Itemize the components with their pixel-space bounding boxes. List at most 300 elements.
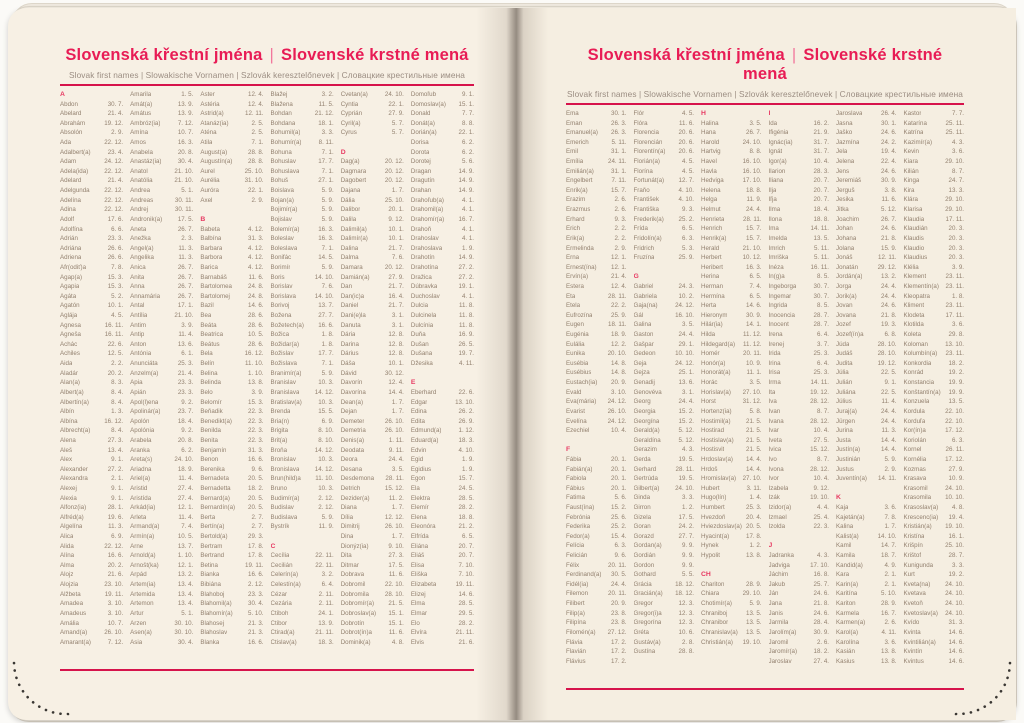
name-day-date: 15. 1. bbox=[458, 100, 475, 108]
name-day-date: 5. 6. bbox=[461, 158, 475, 166]
first-name: Chraniboj bbox=[701, 609, 728, 617]
first-name: Brenda bbox=[270, 408, 291, 416]
first-name: Klotilda bbox=[903, 321, 924, 329]
first-name: Hynek bbox=[701, 542, 719, 550]
name-row bbox=[200, 322, 263, 332]
name-day-date: 20. 2. bbox=[107, 561, 124, 569]
name-day-date: 3. 1. bbox=[681, 388, 694, 396]
name-day-date: 16. 3. bbox=[318, 225, 334, 233]
name-row bbox=[904, 177, 965, 187]
name-row bbox=[341, 226, 404, 236]
first-name: Konstancia bbox=[903, 379, 935, 387]
first-name: Klaudia bbox=[903, 215, 925, 223]
first-name: Eulália bbox=[566, 340, 585, 348]
name-row bbox=[769, 437, 830, 447]
first-name: Ján bbox=[768, 590, 779, 598]
name-row bbox=[769, 600, 830, 610]
name-row bbox=[271, 129, 334, 139]
name-day-date: 11. 3. bbox=[108, 523, 124, 531]
name-row bbox=[200, 341, 263, 351]
name-row bbox=[904, 312, 965, 322]
name-day-date: 21. 11. bbox=[315, 629, 334, 637]
name-row bbox=[701, 485, 762, 495]
name-day-date: 16. 10. bbox=[742, 167, 762, 175]
name-row bbox=[701, 456, 762, 466]
first-name: Adam bbox=[60, 158, 77, 166]
name-day-date: 15. 1. bbox=[388, 609, 404, 617]
name-row bbox=[701, 177, 762, 187]
name-row bbox=[130, 495, 193, 505]
name-day-date: 10. 3. bbox=[318, 398, 334, 406]
name-day-date: 9. 11. bbox=[388, 446, 404, 454]
name-row bbox=[701, 466, 762, 476]
name-day-date: 26. 10. bbox=[384, 417, 404, 425]
name-row bbox=[411, 274, 474, 284]
name-row bbox=[701, 494, 762, 504]
name-day-date: 16. 1. bbox=[948, 532, 964, 540]
name-row bbox=[701, 360, 762, 370]
spacer-row bbox=[566, 437, 627, 447]
first-name: Gerda bbox=[633, 455, 651, 463]
name-day-date: 18. 7. bbox=[881, 552, 897, 560]
name-day-date: 9. 10. bbox=[388, 542, 404, 550]
first-name: Amarila bbox=[130, 91, 152, 98]
first-name: Krasava bbox=[903, 475, 927, 483]
name-day-date: 28. 11. bbox=[385, 475, 404, 483]
name-row bbox=[904, 427, 965, 437]
first-name: Hostisvit bbox=[701, 446, 725, 454]
first-name: Krištof bbox=[903, 552, 922, 560]
name-day-date: 15. 12. bbox=[810, 446, 829, 454]
name-day-date: 3. 6. bbox=[951, 321, 964, 329]
first-name: Adelard bbox=[60, 177, 82, 185]
name-day-date: 16. 6. bbox=[318, 321, 334, 329]
name-row bbox=[701, 523, 762, 533]
name-row bbox=[130, 101, 193, 111]
first-name: Adina bbox=[60, 206, 76, 214]
name-day-date: 3. 11. bbox=[746, 484, 762, 492]
first-name: Kalina bbox=[836, 523, 854, 531]
name-day-date: 21. 5. bbox=[746, 427, 762, 435]
name-day-date: 3. 9. bbox=[951, 263, 964, 271]
name-row bbox=[836, 514, 897, 524]
first-name: Julián bbox=[836, 379, 853, 387]
name-row bbox=[836, 629, 897, 639]
name-day-date: 13. 5. bbox=[746, 609, 762, 617]
name-row bbox=[60, 283, 123, 293]
first-name: Justus bbox=[836, 465, 854, 473]
page-subtitle: Slovak first names | Slowakische Vornamen | Szlovák keresztelőnevek | Словацкие крестильные имена bbox=[567, 89, 963, 99]
first-name: Chranislav(a) bbox=[701, 628, 738, 636]
name-day-date: 31. 1. bbox=[611, 148, 627, 156]
name-day-date: 29. 8. bbox=[948, 331, 964, 339]
name-row bbox=[200, 475, 263, 485]
first-name: Gaja(na) bbox=[633, 302, 658, 310]
first-name: Bohdan bbox=[270, 110, 292, 118]
first-name: Artur bbox=[130, 609, 144, 617]
first-name: Kurt bbox=[903, 571, 915, 579]
name-day-date: 30. 9. bbox=[813, 628, 829, 636]
name-day-date: 26. 6. bbox=[107, 244, 124, 252]
name-day-date: 14. 10. bbox=[877, 532, 897, 540]
name-row bbox=[341, 350, 404, 360]
section-letter: D bbox=[340, 148, 346, 156]
name-day-date: 17. 12. bbox=[945, 427, 964, 435]
name-day-date: 26. 7. bbox=[177, 273, 194, 281]
name-day-date: 3. 6. bbox=[884, 503, 897, 511]
name-row bbox=[634, 139, 695, 149]
name-row bbox=[769, 293, 830, 303]
name-day-date: 4. 3. bbox=[816, 552, 829, 560]
first-name: Elfrída bbox=[410, 533, 429, 541]
name-row bbox=[836, 158, 897, 168]
name-row bbox=[130, 139, 193, 149]
name-day-date: 24. 5. bbox=[458, 484, 475, 492]
first-name: Bibiána bbox=[200, 581, 221, 589]
name-row bbox=[566, 523, 627, 533]
first-name: Apia bbox=[130, 379, 143, 387]
name-day-date: 23. 4. bbox=[107, 148, 124, 156]
name-row bbox=[566, 331, 627, 341]
name-day-date: 11. 6. bbox=[248, 273, 264, 281]
first-name: Barbora bbox=[200, 254, 223, 262]
first-name: Boislava bbox=[270, 187, 294, 195]
first-name: Albína bbox=[60, 417, 78, 425]
name-day-date: 28. 4. bbox=[813, 619, 829, 627]
name-row bbox=[634, 302, 695, 312]
name-row bbox=[836, 523, 897, 533]
name-row bbox=[566, 456, 627, 466]
name-row bbox=[701, 610, 762, 620]
first-name: Adolfína bbox=[60, 225, 83, 233]
name-day-date: 2. 6. bbox=[816, 638, 829, 646]
first-name: Emil bbox=[566, 148, 579, 156]
name-columns bbox=[60, 91, 474, 663]
name-day-date: 1. 9. bbox=[461, 456, 475, 464]
first-name: Jens bbox=[836, 167, 850, 175]
name-day-date: 9. 1. bbox=[111, 484, 124, 492]
first-name: Johan bbox=[836, 225, 853, 233]
name-row bbox=[566, 369, 627, 379]
first-name: Izidor(a) bbox=[768, 503, 792, 511]
name-row bbox=[836, 369, 897, 379]
name-day-date: 22. 3. bbox=[248, 408, 264, 416]
name-day-date: 3. 9. bbox=[181, 321, 194, 329]
name-row bbox=[566, 273, 627, 283]
first-name: Brit(a) bbox=[270, 436, 288, 444]
name-day-date: 18. 11. bbox=[608, 321, 627, 329]
first-name: Bernard(a) bbox=[200, 494, 230, 502]
name-row bbox=[341, 447, 404, 457]
name-day-date: 28. 1. bbox=[107, 504, 124, 512]
name-day-date: 8. 7. bbox=[951, 167, 964, 175]
first-name: Eberhard bbox=[410, 388, 437, 396]
name-day-date: 23. 7. bbox=[177, 408, 194, 416]
first-name: Fedor(a) bbox=[566, 532, 590, 540]
name-row bbox=[566, 542, 627, 552]
name-row bbox=[130, 562, 193, 572]
name-day-date: 16. 7. bbox=[881, 609, 897, 617]
name-day-date: 6. 2. bbox=[461, 139, 475, 147]
name-row bbox=[634, 360, 695, 370]
name-day-date: 28. 8. bbox=[248, 158, 264, 166]
name-row bbox=[130, 533, 193, 543]
name-row bbox=[701, 254, 762, 264]
name-day-date: 2. 1. bbox=[884, 571, 897, 579]
name-day-date: 11. 8. bbox=[459, 312, 475, 320]
name-row bbox=[130, 235, 193, 245]
name-day-date: 14. 6. bbox=[746, 302, 762, 310]
name-day-date: 1. 11. bbox=[388, 436, 404, 444]
name-row bbox=[701, 418, 762, 428]
name-day-date: 27. 2. bbox=[458, 273, 475, 281]
first-name: Amína bbox=[130, 129, 149, 137]
name-day-date: 19. 12. bbox=[877, 359, 897, 367]
name-day-date: 5. 12. bbox=[678, 427, 694, 435]
first-name: Klodeta bbox=[903, 311, 925, 319]
name-row bbox=[769, 177, 830, 187]
name-row bbox=[904, 120, 965, 130]
name-row bbox=[566, 475, 627, 485]
name-row bbox=[769, 389, 830, 399]
name-row bbox=[341, 110, 404, 120]
name-row bbox=[566, 639, 627, 649]
first-name: Boleslava bbox=[270, 244, 298, 252]
name-day-date: 6. 4. bbox=[816, 331, 829, 339]
name-row bbox=[200, 533, 263, 543]
first-name: Anita bbox=[130, 273, 145, 281]
name-row bbox=[769, 273, 830, 283]
name-row bbox=[341, 264, 404, 274]
page-title-slovak: Slovenské krstné mená bbox=[281, 46, 469, 64]
name-day-date: 28. 6. bbox=[248, 340, 264, 348]
first-name: Gaston bbox=[633, 331, 654, 339]
first-name: Amát(a) bbox=[130, 100, 153, 108]
name-day-date: 23. 3. bbox=[248, 590, 264, 598]
name-day-date: 8. 7. bbox=[816, 407, 829, 415]
first-name: Adriena bbox=[60, 254, 82, 262]
name-day-date: 21. 4. bbox=[611, 273, 627, 281]
name-row bbox=[904, 437, 965, 447]
first-name: Adolf bbox=[60, 215, 75, 223]
first-name: Dominik(a) bbox=[340, 638, 371, 646]
name-day-date: 6. 9. bbox=[111, 533, 124, 541]
first-name: Anna bbox=[130, 283, 145, 291]
name-row bbox=[836, 427, 897, 437]
name-day-date: 24. 11. bbox=[608, 158, 627, 166]
first-name: Jolana bbox=[836, 244, 855, 252]
name-day-date: 9. 1. bbox=[884, 379, 897, 387]
first-name: Božica bbox=[270, 331, 290, 339]
first-name: Bernadetta bbox=[200, 484, 231, 492]
first-name: Goran bbox=[633, 523, 651, 531]
first-name: Izmael bbox=[768, 513, 787, 521]
name-row bbox=[566, 264, 627, 274]
name-row bbox=[566, 254, 627, 264]
name-day-date: 23. 3. bbox=[107, 235, 124, 243]
first-name: Blažena bbox=[270, 100, 293, 108]
name-day-date: 9. 3. bbox=[614, 215, 627, 223]
name-row bbox=[271, 437, 334, 447]
name-day-date: 12. 3. bbox=[678, 609, 694, 617]
page-title bbox=[60, 46, 474, 65]
first-name: Georgína bbox=[633, 417, 660, 425]
name-day-date: 17. 7. bbox=[318, 158, 334, 166]
first-name: Dorisa bbox=[410, 139, 429, 147]
name-day-date: 1. 7. bbox=[884, 523, 897, 531]
first-name: Dionýz(ia) bbox=[340, 542, 369, 550]
first-name: Abelard bbox=[60, 110, 82, 118]
first-name: Bruno bbox=[270, 484, 288, 492]
first-name: Kazimír(a) bbox=[903, 138, 933, 146]
first-name: Inéza bbox=[768, 263, 784, 271]
name-day-date: 19. 11. bbox=[455, 581, 475, 589]
name-row bbox=[60, 408, 123, 418]
name-day-date: 25. 2. bbox=[611, 523, 627, 531]
first-name: Dobrava bbox=[340, 571, 365, 579]
name-row bbox=[200, 187, 263, 197]
first-name: Aristid bbox=[130, 484, 148, 492]
name-day-date: 17. 5. bbox=[177, 215, 194, 223]
name-day-date: 21. 4. bbox=[177, 369, 194, 377]
first-name: Gothard bbox=[633, 571, 656, 579]
name-day-date: 1. 2. bbox=[749, 542, 762, 550]
name-day-date: 9. 1. bbox=[111, 456, 124, 464]
name-day-date: 5. 9. bbox=[321, 196, 334, 204]
name-day-date: 25. 11. bbox=[945, 119, 964, 127]
first-name: Homér bbox=[701, 350, 720, 358]
first-name: Edgar bbox=[410, 398, 428, 406]
first-name: Estera bbox=[566, 282, 584, 290]
name-row bbox=[411, 110, 474, 120]
name-row bbox=[769, 398, 830, 408]
name-row bbox=[341, 293, 404, 303]
name-day-date: 29. 3. bbox=[248, 533, 264, 541]
name-day-date: 24. 6. bbox=[881, 129, 897, 137]
name-day-date: 18. 12. bbox=[675, 580, 694, 588]
name-day-date: 10. 3. bbox=[318, 484, 334, 492]
name-columns bbox=[566, 110, 964, 682]
name-row bbox=[130, 543, 193, 553]
first-name: Drahotín bbox=[410, 254, 435, 262]
name-row bbox=[836, 302, 897, 312]
first-name: Erazmus bbox=[566, 206, 591, 214]
name-day-date: 14. 11. bbox=[810, 379, 829, 387]
name-row bbox=[200, 293, 263, 303]
first-name: Blahoboj bbox=[200, 590, 225, 598]
name-row bbox=[769, 523, 830, 533]
name-row bbox=[411, 302, 474, 312]
name-row bbox=[836, 254, 897, 264]
name-day-date: 31. 12. bbox=[742, 398, 762, 406]
name-day-date: 19. 11. bbox=[104, 590, 124, 598]
name-day-date: 28. 2. bbox=[458, 619, 475, 627]
first-name: Ilona bbox=[768, 215, 782, 223]
name-row bbox=[836, 475, 897, 485]
name-row bbox=[411, 427, 474, 437]
first-name: Jaroslava bbox=[836, 110, 863, 117]
first-name: Agap(a) bbox=[60, 273, 83, 281]
name-day-date: 7. 8. bbox=[884, 513, 897, 521]
first-name: Havla bbox=[701, 167, 717, 175]
first-name: Dulcínia bbox=[410, 321, 434, 329]
name-row bbox=[130, 91, 193, 101]
first-name: Júda bbox=[836, 340, 850, 348]
name-row bbox=[634, 245, 695, 255]
names-column bbox=[836, 110, 897, 682]
name-day-date: 5. 11. bbox=[813, 244, 829, 252]
first-name: Jana bbox=[768, 600, 782, 608]
name-row bbox=[836, 321, 897, 331]
name-day-date: 27. 3. bbox=[388, 552, 404, 560]
name-day-date: 17. 7. bbox=[318, 350, 334, 358]
name-day-date: 25. 3. bbox=[813, 369, 829, 377]
first-name: Elena bbox=[410, 513, 427, 521]
name-day-date: 29. 10. bbox=[945, 206, 964, 214]
name-row bbox=[60, 427, 123, 437]
name-row bbox=[904, 619, 965, 629]
name-day-date: 10. 6. bbox=[678, 628, 694, 636]
name-row bbox=[411, 129, 474, 139]
first-name: Kvído bbox=[903, 619, 920, 627]
name-row bbox=[769, 254, 830, 264]
name-row bbox=[634, 581, 695, 591]
first-name: Budislav bbox=[270, 504, 294, 512]
name-day-date: 14. 5. bbox=[318, 254, 334, 262]
name-day-date: 11. 6. bbox=[881, 196, 897, 204]
name-day-date: 24. 10. bbox=[945, 609, 964, 617]
first-name: Gordan(a) bbox=[633, 542, 662, 550]
first-name: Dária bbox=[340, 331, 356, 339]
first-name: Drahomil(a) bbox=[410, 206, 444, 214]
name-row bbox=[701, 283, 762, 293]
name-row bbox=[271, 408, 334, 418]
name-row bbox=[271, 312, 334, 322]
name-day-date: 6. 5. bbox=[681, 225, 694, 233]
name-row bbox=[200, 514, 263, 524]
name-day-date: 3. 2. bbox=[321, 91, 334, 98]
name-row bbox=[341, 543, 404, 553]
first-name: Eufrozína bbox=[566, 311, 593, 319]
name-row bbox=[904, 514, 965, 524]
name-row bbox=[634, 187, 695, 197]
first-name: Aranka bbox=[130, 446, 150, 454]
name-day-date: 22. 11. bbox=[315, 561, 334, 569]
name-row bbox=[200, 620, 263, 630]
first-name: Abdon bbox=[60, 100, 78, 108]
name-day-date: 16. 10. bbox=[675, 311, 694, 319]
name-row bbox=[60, 177, 123, 187]
name-row bbox=[341, 523, 404, 533]
first-name: Ilarion bbox=[768, 167, 786, 175]
name-row bbox=[836, 196, 897, 206]
name-row bbox=[341, 129, 404, 139]
first-name: Asen(a) bbox=[130, 629, 152, 637]
name-row bbox=[200, 158, 263, 168]
name-row bbox=[60, 466, 123, 476]
name-day-date: 24. 10. bbox=[945, 484, 964, 492]
first-name: Božislav bbox=[270, 350, 294, 358]
name-day-date: 31. 3. bbox=[248, 235, 264, 243]
name-row bbox=[60, 379, 123, 389]
name-row bbox=[836, 648, 897, 658]
first-name: Beátus bbox=[200, 340, 220, 348]
name-row bbox=[271, 158, 334, 168]
name-row bbox=[130, 341, 193, 351]
name-row bbox=[634, 446, 695, 456]
name-day-date: 7. 7. bbox=[461, 110, 475, 118]
first-name: Davorína bbox=[340, 388, 366, 396]
